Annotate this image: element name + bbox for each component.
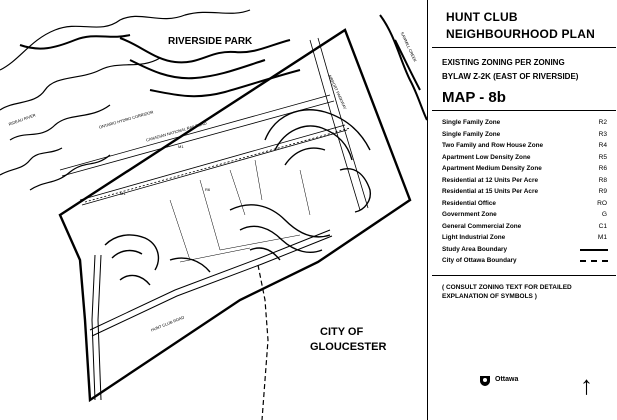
- legend-code: M1: [597, 234, 607, 241]
- legend-code: C1: [598, 222, 607, 230]
- legend-label: Residential Office: [442, 199, 496, 207]
- airport-parkway: [310, 38, 368, 210]
- legend-label: Single Family Zone: [442, 119, 501, 126]
- hydro-corridor: [60, 95, 334, 176]
- legend-code: R3: [598, 130, 607, 138]
- solid-line-symbol: [580, 249, 608, 251]
- subtitle-line1: EXISTING ZONING PER ZONING: [442, 58, 565, 67]
- legend-panel: [427, 0, 617, 420]
- north-arrow-icon: ↑: [580, 370, 593, 400]
- legend-row: [442, 177, 610, 186]
- ottawa-crest-icon: [478, 373, 492, 387]
- legend-label: Study Area Boundary: [442, 245, 508, 253]
- airport-parkway-label: AIRPORT PARKWAY: [327, 73, 348, 111]
- legend-code: R5: [598, 153, 607, 161]
- park-roads: [20, 15, 427, 120]
- title-divider: [432, 47, 616, 48]
- legend-code: R8: [598, 176, 607, 184]
- legend-code: R4: [598, 142, 607, 149]
- legend-row: [442, 119, 610, 128]
- legend-row: [442, 142, 610, 151]
- hunt-club-road-label: HUNT CLUB ROAD: [150, 314, 185, 333]
- legend-code: R2: [598, 119, 607, 126]
- riverside-drive: [92, 255, 101, 400]
- gloucester-label: GLOUCESTER: [310, 341, 387, 353]
- legend-label: Residential at 15 Units Per Acre: [442, 188, 539, 195]
- legend-row: [442, 257, 610, 266]
- legend-code: R9: [598, 188, 607, 195]
- legend-row: [442, 188, 610, 197]
- legend-row: [442, 211, 610, 220]
- zone-m1-label-1: M1: [120, 191, 126, 196]
- ottawa-logo: [478, 373, 538, 387]
- legend-row: [442, 131, 610, 140]
- legend-label: Two Family and Row House Zone: [442, 142, 544, 149]
- legend-row: [442, 200, 610, 209]
- riverside-park-label: RIVERSIDE PARK: [168, 36, 253, 47]
- legend-label: Light Industrial Zone: [442, 234, 506, 241]
- ottawa-logo-text: Ottawa: [495, 376, 519, 383]
- legend-row: [442, 223, 610, 232]
- rideau-river-label: RIDEAU RIVER: [7, 112, 37, 127]
- legend-code: RO: [597, 199, 607, 207]
- map-number: MAP - 8b: [442, 89, 506, 106]
- legend-label: Apartment Low Density Zone: [442, 153, 531, 161]
- legend-label: Single Family Zone: [442, 130, 501, 138]
- map-number-divider: [432, 110, 616, 111]
- subdivision-streets: [105, 110, 370, 285]
- legend-label: Apartment Medium Density Zone: [442, 165, 542, 172]
- legend-label: General Commercial Zone: [442, 222, 522, 230]
- legend-row: [442, 154, 610, 163]
- legend-label: Government Zone: [442, 211, 497, 218]
- zone-r6-label: R6: [205, 187, 211, 192]
- legend-divider: [432, 275, 616, 276]
- legend-row: [442, 234, 610, 243]
- hydro-corridor-label: ONTARIO HYDRO CORRIDOR: [98, 109, 154, 130]
- subtitle-line2: BYLAW Z-2K (EAST OF RIVERSIDE): [442, 72, 579, 81]
- dashed-line-symbol: [580, 260, 608, 262]
- plan-title-line1: HUNT CLUB: [446, 10, 518, 24]
- sawmill-creek-label: SAWMILL CREEK: [399, 30, 418, 63]
- legend-row: [442, 246, 610, 255]
- legend-row: [442, 165, 610, 174]
- plan-title-line2: NEIGHBOURHOOD PLAN: [446, 27, 595, 41]
- zone-m1-label-2: M1: [178, 144, 184, 149]
- railroad-label: CANADIAN NATIONAL RAILROAD: [145, 120, 208, 143]
- legend-code: G: [601, 211, 607, 218]
- legend-code: R6: [598, 165, 607, 172]
- consult-note: ( CONSULT ZONING TEXT FOR DETAILED EXPLANATION OF SYMBOLS ): [442, 284, 572, 300]
- legend-label: City of Ottawa Boundary: [442, 257, 517, 264]
- legend-label: Residential at 12 Units Per Acre: [442, 176, 539, 184]
- city-of-label: CITY OF: [320, 326, 364, 338]
